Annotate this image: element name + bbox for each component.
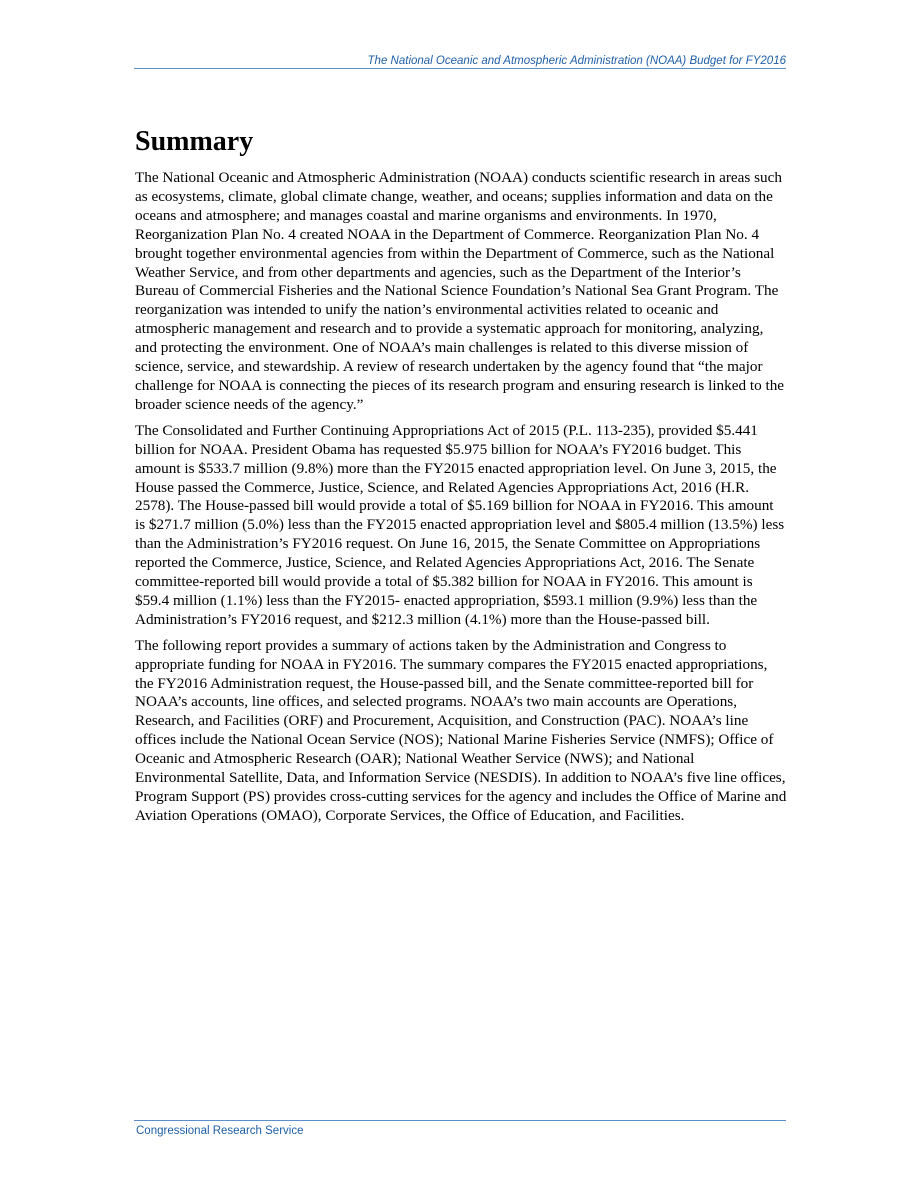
summary-paragraph: The Consolidated and Further Continuing Appropriations Act of 2015 (P.L. 113-235), provided $5.441 billion for NOAA. President Obama has requested $5.975 billion for NOAA’s FY2016 budget. This amount is $533.7 million (9.8%) more than the FY2015 enacted appropriation level. On June 3, 2015, the House passed the Commerce, Justice, Science, and Related Agencies Appropriations Act, 2016 (H.R. 2578). The House-passed bill would provide a total of $5.169 billion for NOAA in FY2016. This amount is $271.7 million (5.0%) less than the FY2015 enacted appropriation level and $805.4 million (13.5%) less than the Administration’s FY2016 request. On June 16, 2015, the Senate Committee on Appropriations reported the Commerce, Justice, Science, and Related Agencies Appropriations Act, 2016. The Senate committee-reported bill would provide a total of $5.382 billion for NOAA in FY2016. This amount is $59.4 million (1.1%) less than the FY2015- enacted appropriation, $593.1 million (9.9%) less than the Administration’s FY2016 request, and $212.3 million (4.1%) more than the House-passed bill. xyxy=(135,421,785,628)
section-heading: Summary xyxy=(135,126,254,157)
header-divider xyxy=(134,68,786,69)
summary-body xyxy=(135,169,787,833)
summary-paragraph: The National Oceanic and Atmospheric Administration (NOAA) conducts scientific research in areas such as ecosystems, climate, global climate change, weather, and oceans; supplies information and data on the oceans and atmosphere; and manages coastal and marine organisms and environments. In 1970, Reorganization Plan No. 4 created NOAA in the Department of Commerce. Reorganization Plan No. 4 brought together environmental agencies from within the Department of Commerce, such as the National Weather Service, and from other departments and agencies, such as the Department of the Interior’s Bureau of Commercial Fisheries and the National Science Foundation’s National Sea Grant Program. The reorganization was intended to unify the nation’s environmental activities related to oceanic and atmospheric management and research and to provide a systematic approach for monitoring, analyzing, and protecting the environment. One of NOAA’s main challenges is related to this diverse mission of science, service, and stewardship. A review of research undertaken by the agency found that “the major challenge for NOAA is connecting the pieces of its research program and ensuring research is linked to the broader science needs of the agency.” xyxy=(135,169,785,413)
footer-publisher: Congressional Research Service xyxy=(136,1125,304,1137)
running-header-title: The National Oceanic and Atmospheric Administration (NOAA) Budget for FY2016 xyxy=(367,55,786,67)
footer-divider xyxy=(134,1120,786,1121)
summary-paragraph: The following report provides a summary of actions taken by the Administration and Congress to appropriate funding for NOAA in FY2016. The summary compares the FY2015 enacted appropriations, the FY2016 Administration request, the House-passed bill, and the Senate committee-reported bill for NOAA’s accounts, line offices, and selected programs. NOAA’s two main accounts are Operations, Research, and Facilities (ORF) and Procurement, Acquisition, and Construction (PAC). NOAA’s line offices include the National Ocean Service (NOS); National Marine Fisheries Service (NMFS); Office of Oceanic and Atmospheric Research (OAR); National Weather Service (NWS); and National Environmental Satellite, Data, and Information Service (NESDIS). In addition to NOAA’s five line offices, Program Support (PS) provides cross-cutting services for the agency and includes the Office of Marine and Aviation Operations (OMAO), Corporate Services, the Office of Education, and Facilities. xyxy=(135,636,787,824)
